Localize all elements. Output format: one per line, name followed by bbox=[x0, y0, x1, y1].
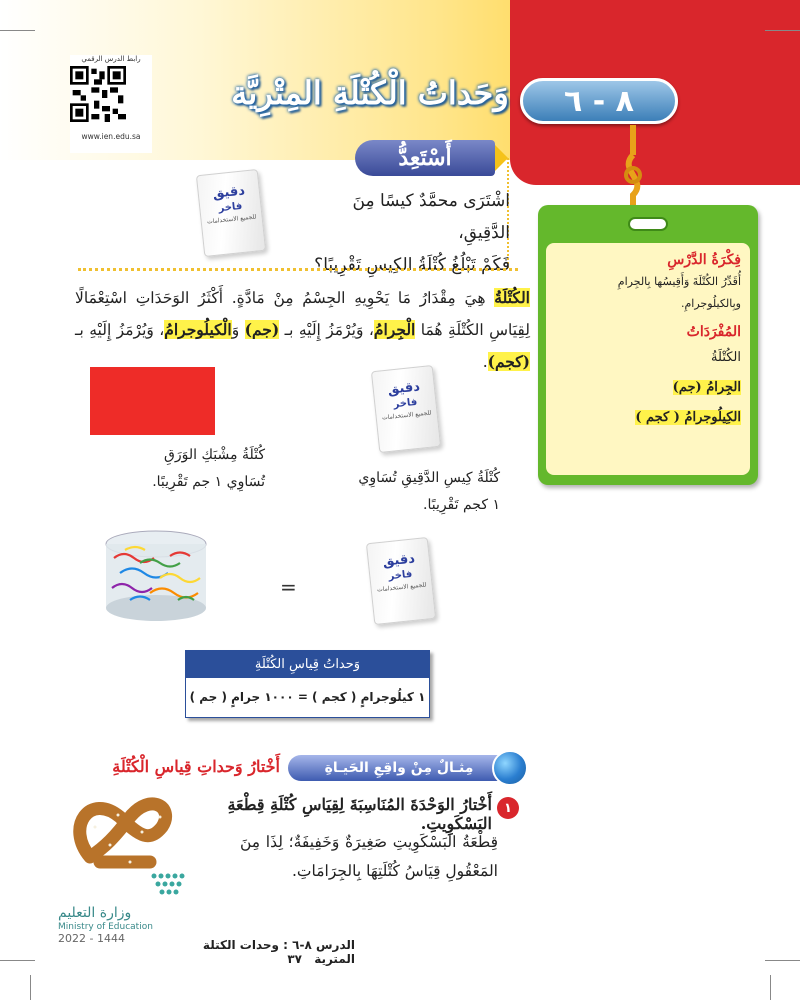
crop-mark bbox=[765, 30, 800, 31]
clip-caption-line-1: كُتْلَةُ مِشْبَكِ الوَرَقِ bbox=[164, 447, 265, 463]
card-hole bbox=[628, 217, 668, 231]
prepare-line-1: اشْتَرَى محمَّدٌ كيسًا مِنَ الدَّقِيقِ، bbox=[352, 191, 510, 243]
def-text-2: ، وَيُرْمَزُ إِلَيْهِ بـ bbox=[279, 321, 374, 339]
crop-mark bbox=[0, 960, 35, 961]
crop-mark bbox=[30, 975, 31, 1000]
paper-clip-image-placeholder bbox=[90, 367, 215, 435]
vocab-item bbox=[555, 403, 741, 433]
footer-lesson-title: وحدات الكتلة المترية bbox=[202, 938, 355, 966]
clip-caption-line-2: تُسَاوِي ١ جم تَقْرِيبًا. bbox=[152, 474, 265, 490]
example-question: أَخْتارُ الوَحْدَةَ المُنَاسِبَةَ لِقِيَاسِ كُتْلَةِ قِطْعَةِ البَسْكَوِيتِ. bbox=[227, 795, 492, 833]
real-life-title: أَخْتارُ وَحداتِ قِياسِ الْكُتْلَةِ bbox=[112, 757, 280, 776]
section-separator bbox=[78, 268, 518, 271]
term-gram: الْجِرامُ bbox=[373, 320, 416, 339]
equals-sign: = bbox=[280, 575, 297, 599]
qr-code-icon[interactable] bbox=[70, 66, 126, 122]
ministry-english: Ministry of Education bbox=[58, 922, 153, 932]
mass-units-table bbox=[185, 650, 430, 718]
globe-icon bbox=[492, 750, 528, 786]
mass-definition bbox=[75, 282, 530, 378]
flour-bag-image-3 bbox=[366, 537, 436, 625]
prepare-badge: أَسْتَعِدُّ bbox=[355, 140, 495, 176]
page-number: ٣٧ bbox=[287, 952, 302, 966]
symbol-gram: (جم) bbox=[244, 320, 280, 339]
lesson-number-badge bbox=[520, 78, 678, 124]
crop-mark bbox=[765, 960, 800, 961]
paper-clips-jar-image bbox=[100, 528, 212, 623]
prepare-text bbox=[300, 185, 510, 281]
crop-mark bbox=[0, 30, 35, 31]
flour-bag-image-2 bbox=[371, 365, 441, 453]
ministry-logo bbox=[58, 905, 168, 945]
lesson-title: وَحَداتُ الْكُتْلَةِ المِتْرِيَّة bbox=[231, 74, 509, 112]
clip-caption bbox=[95, 442, 265, 496]
flour-brand: دقيق bbox=[387, 379, 421, 398]
card-hook-icon bbox=[620, 125, 646, 210]
flour-small-text: للجميع الاستخدامات bbox=[206, 213, 257, 226]
ministry-year: 2022 - 1444 bbox=[58, 932, 125, 945]
flour-brand: دقيق bbox=[382, 551, 416, 570]
flour-bag-image bbox=[196, 169, 266, 257]
vocab-gram: الجِرامُ (جم) bbox=[672, 380, 741, 395]
term-kilogram: الْكيلُوجرامُ bbox=[164, 320, 232, 339]
pretzel-image bbox=[70, 787, 180, 872]
example-answer: قِطْعَةُ البَسْكَوِيتِ صَغِيرَةٌ وَخَفِيفَةٌ؛ لِذَا مِنَ المَعْقُولِ قِيَاسُ كُتْلَتِهَا بِالجِرَامَاتِ. bbox=[240, 833, 498, 880]
flour-brand: دقيق bbox=[212, 183, 246, 202]
ministry-arabic: وزارة التعليم bbox=[58, 905, 132, 921]
flour-small-text: للجميع الاستخدامات bbox=[376, 581, 427, 594]
page-footer bbox=[165, 938, 355, 966]
flour-type: فاخر bbox=[218, 200, 243, 215]
symbol-kilogram: (كجم) bbox=[487, 352, 530, 371]
vocab-item bbox=[555, 373, 741, 403]
vocab-item: الكُتْلَةُ bbox=[711, 350, 741, 365]
units-table-header: وَحداتُ قِياسِ الكُتْلَةِ bbox=[186, 651, 429, 678]
term-mass: الكُتْلَةُ bbox=[494, 288, 530, 307]
flour-type: فاخر bbox=[388, 568, 413, 583]
example-number: ١ bbox=[497, 797, 519, 819]
qr-block[interactable] bbox=[70, 55, 152, 153]
qr-url[interactable]: www.ien.edu.sa bbox=[81, 132, 141, 141]
prepare-line-2: فَكَمْ تَبْلُغُ كُتْلَةُ الكِيسِ تَقْرِيبًا؟ bbox=[314, 255, 510, 275]
qr-label: رابط الدرس الرقمي bbox=[81, 55, 141, 63]
footer-lesson-label: الدرس ٨-٦ : bbox=[283, 938, 355, 952]
bag-caption-line-1: كُتْلَةُ كِيسِ الدَّقِيقِ تُسَاوِي bbox=[358, 470, 500, 486]
def-text-1: هِيَ مِقْدَارُ مَا يَحْوِيهِ الجِسْمُ مِنْ مَادَّةٍ. أَكْثَرُ الوَحَدَاتِ اسْتِعْمَالًا لِقِيَاسِ الكُتْلَةِ هُمَا bbox=[75, 289, 530, 339]
lesson-idea-title: فِكْرَةُ الدَّرْسِ bbox=[667, 252, 741, 268]
bag-caption-line-2: ١ كجم تَقْرِيبًا. bbox=[423, 497, 500, 513]
card-content bbox=[546, 243, 750, 475]
def-text-5: . bbox=[482, 353, 488, 371]
units-table-row: ١ كيلُوجرامٍ ( كجم ) = ١٠٠٠ جرامٍ ( جم ) bbox=[186, 678, 429, 717]
vocab-kilogram: الكِيلُوجرامُ ( كجم ) bbox=[635, 410, 741, 425]
lesson-idea-card bbox=[538, 205, 758, 485]
crop-mark bbox=[770, 975, 771, 1000]
real-life-banner: مِثـالٌ مِنْ واقِعِ الحَيـاةِ bbox=[288, 755, 510, 781]
flour-type: فاخر bbox=[393, 396, 418, 411]
lesson-idea-text: أُقَدِّرُ الكُتْلَةَ وَأَقِيسُها بِالجِرامِ وبِالكيلُوجرامِ. bbox=[617, 275, 741, 310]
def-text-4: ، وَيُرْمَزُ إِلَيْهِ بـ bbox=[75, 321, 165, 339]
ministry-dots-icon bbox=[150, 872, 190, 898]
lesson-number: ٨ - ٦ bbox=[564, 83, 634, 119]
vocab-title: المُفْرَدَاتُ bbox=[686, 324, 741, 340]
bag-caption bbox=[300, 465, 500, 519]
flour-small-text: للجميع الاستخدامات bbox=[381, 409, 432, 422]
def-text-3: وَ bbox=[231, 321, 245, 339]
